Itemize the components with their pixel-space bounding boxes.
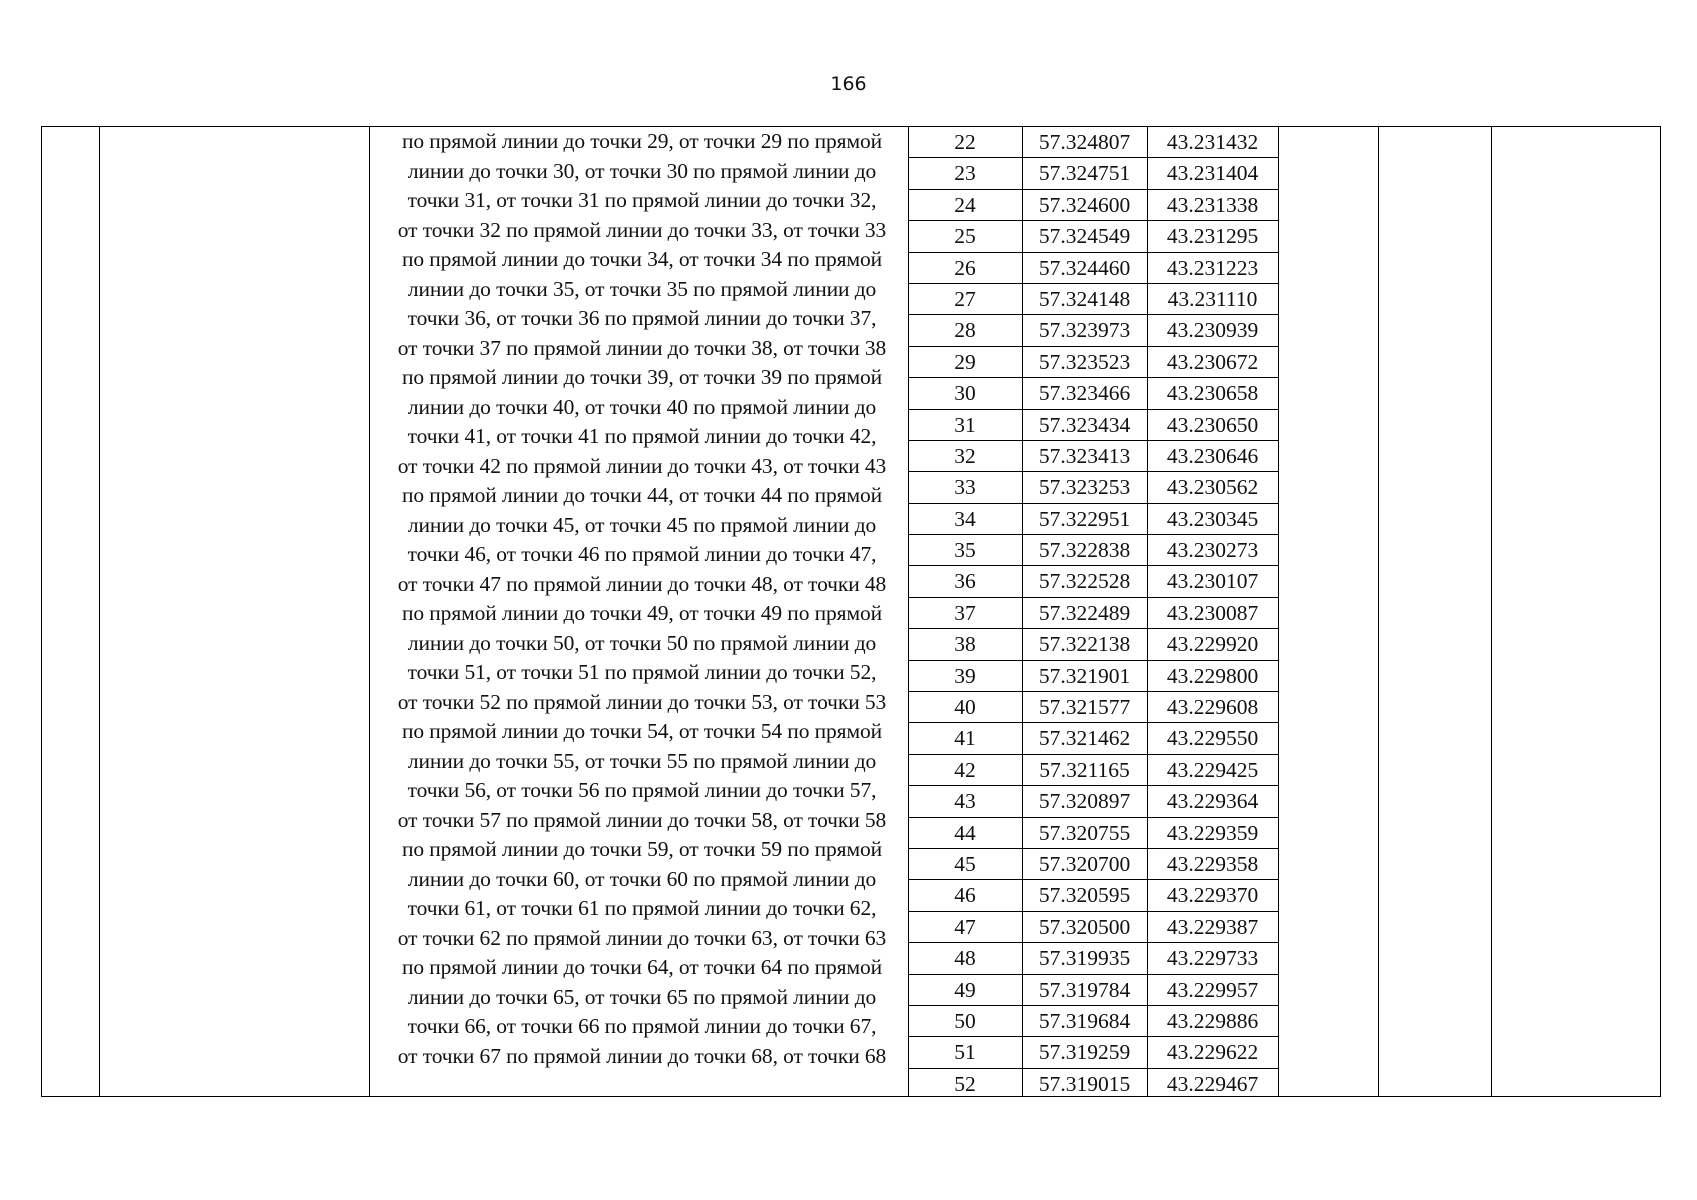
- description-line: линии до точки 60, от точки 60 по прямой линии до: [407, 866, 877, 891]
- point-number: 43: [954, 789, 976, 814]
- coordinates-table: [41, 126, 1661, 1097]
- point-number: 36: [954, 569, 976, 594]
- point-number: 42: [954, 757, 976, 782]
- table-row: [908, 221, 1278, 252]
- longitude-cell: 43.230646: [1166, 443, 1259, 468]
- longitude-cell: 43.230562: [1166, 475, 1259, 500]
- column-divider: [99, 127, 100, 1096]
- description-line: точки 61, от точки 61 по прямой линии до точки 62,: [407, 896, 877, 920]
- longitude-cell: 43.229608: [1166, 695, 1259, 720]
- longitude-cell: 43.229359: [1166, 820, 1259, 845]
- latitude-cell: 57.321165: [1039, 757, 1130, 782]
- longitude-cell: 43.229358: [1166, 851, 1259, 876]
- point-number: 49: [954, 977, 976, 1002]
- table-row: [908, 315, 1278, 346]
- latitude-cell: 57.322138: [1038, 632, 1131, 657]
- description-line: по прямой линии до точки 29, от точки 29 по прямой: [401, 129, 883, 153]
- longitude-cell: 43.229622: [1166, 1040, 1259, 1065]
- table-row: [908, 190, 1278, 221]
- point-number: 51: [954, 1040, 976, 1065]
- table-row: [908, 912, 1278, 943]
- latitude-cell: 57.322838: [1038, 538, 1131, 563]
- longitude-cell: 43.231223: [1166, 255, 1259, 280]
- latitude-cell: 57.322528: [1038, 569, 1131, 594]
- table-row: [908, 127, 1278, 158]
- latitude-cell: 57.323973: [1038, 318, 1131, 343]
- latitude-cell: 57.323466: [1038, 381, 1131, 406]
- point-number: 32: [954, 443, 976, 468]
- description-line: по прямой линии до точки 64, от точки 64 по прямой: [401, 955, 883, 979]
- table-row: [908, 441, 1278, 472]
- latitude-cell: 57.324148: [1038, 286, 1131, 311]
- latitude-cell: 57.319684: [1038, 1008, 1131, 1033]
- point-number: 41: [954, 726, 976, 751]
- longitude-cell: 43.231338: [1166, 192, 1259, 217]
- point-number: 48: [954, 946, 976, 971]
- point-number: 24: [954, 192, 976, 217]
- table-row: [908, 410, 1278, 441]
- description-line: линии до точки 65, от точки 65 по прямой линии до: [407, 984, 877, 1009]
- longitude-cell: 43.229920: [1166, 632, 1259, 657]
- description-line: точки 41, от точки 41 по прямой линии до точки 42,: [407, 424, 877, 448]
- column-divider: [1378, 127, 1379, 1096]
- description-line: по прямой линии до точки 49, от точки 49 по прямой: [401, 601, 883, 625]
- longitude-cell: 43.231110: [1167, 286, 1258, 311]
- longitude-cell: 43.229800: [1166, 663, 1259, 688]
- latitude-cell: 57.319784: [1038, 977, 1131, 1002]
- description-line: по прямой линии до точки 54, от точки 54 по прямой: [401, 719, 883, 743]
- point-number: 27: [954, 286, 976, 311]
- description-line: по прямой линии до точки 59, от точки 59 по прямой: [401, 837, 883, 861]
- table-row: [908, 504, 1278, 535]
- latitude-cell: 57.323413: [1038, 443, 1131, 468]
- latitude-cell: 57.320755: [1038, 820, 1131, 845]
- table-row: [908, 755, 1278, 786]
- latitude-cell: 57.324549: [1038, 224, 1131, 249]
- point-number: 40: [954, 695, 976, 720]
- table-row: [908, 1037, 1278, 1068]
- longitude-cell: 43.230658: [1166, 381, 1259, 406]
- point-number: 29: [954, 349, 976, 374]
- table-row: [908, 378, 1278, 409]
- latitude-cell: 57.321901: [1038, 663, 1131, 688]
- latitude-cell: 57.324600: [1038, 192, 1131, 217]
- description-line: точки 36, от точки 36 по прямой линии до точки 37,: [407, 306, 877, 330]
- table-row: [908, 818, 1278, 849]
- longitude-cell: 43.229387: [1166, 914, 1259, 939]
- description-line: от точки 42 по прямой линии до точки 43, от точки 43: [397, 453, 887, 478]
- table-row: [908, 943, 1278, 974]
- longitude-cell: 43.229957: [1166, 977, 1259, 1002]
- table-row: [908, 880, 1278, 911]
- point-number: 44: [954, 820, 976, 845]
- table-row: [908, 661, 1278, 692]
- longitude-cell: 43.231295: [1166, 224, 1259, 249]
- description-line: линии до точки 50, от точки 50 по прямой линии до: [407, 630, 877, 655]
- latitude-cell: 57.323523: [1038, 349, 1131, 374]
- longitude-cell: 43.230650: [1166, 412, 1259, 437]
- latitude-cell: 57.319015: [1038, 1071, 1131, 1096]
- latitude-cell: 57.320500: [1038, 914, 1131, 939]
- point-number: 45: [954, 851, 976, 876]
- point-number: 38: [954, 632, 976, 657]
- point-number: 33: [954, 475, 976, 500]
- point-number: 50: [954, 1008, 976, 1033]
- latitude-cell: 57.319259: [1038, 1040, 1131, 1065]
- description-line: от точки 67 по прямой линии до точки 68, от точки 68: [397, 1043, 887, 1068]
- table-row: [908, 692, 1278, 723]
- latitude-cell: 57.321577: [1038, 695, 1131, 720]
- longitude-cell: 43.229425: [1166, 757, 1259, 782]
- table-row: [908, 975, 1278, 1006]
- latitude-cell: 57.319935: [1038, 946, 1131, 971]
- description-line: от точки 62 по прямой линии до точки 63, от точки 63: [397, 925, 887, 950]
- longitude-cell: 43.229364: [1166, 789, 1259, 814]
- table-row: [908, 723, 1278, 754]
- latitude-cell: 57.320700: [1038, 851, 1131, 876]
- description-line: от точки 37 по прямой линии до точки 38, от точки 38: [397, 335, 887, 360]
- description-line: точки 46, от точки 46 по прямой линии до точки 47,: [407, 542, 877, 566]
- table-row: [908, 158, 1278, 189]
- latitude-cell: 57.324751: [1038, 161, 1131, 186]
- column-divider: [369, 127, 370, 1096]
- description-line: по прямой линии до точки 34, от точки 34 по прямой: [401, 247, 883, 271]
- page-number: 166: [830, 73, 867, 95]
- description-line: от точки 57 по прямой линии до точки 58, от точки 58: [397, 807, 887, 832]
- point-number: 34: [954, 506, 976, 531]
- point-number: 23: [954, 161, 976, 186]
- point-number: 52: [954, 1071, 976, 1096]
- description-line: линии до точки 55, от точки 55 по прямой линии до: [407, 748, 877, 773]
- latitude-cell: 57.324460: [1038, 255, 1131, 280]
- longitude-cell: 43.229370: [1166, 883, 1259, 908]
- point-number: 31: [954, 412, 976, 437]
- table-row: [908, 535, 1278, 566]
- point-number: 26: [954, 255, 976, 280]
- table-row: [908, 849, 1278, 880]
- longitude-cell: 43.230273: [1166, 538, 1259, 563]
- description-line: от точки 32 по прямой линии до точки 33, от точки 33: [397, 217, 887, 242]
- point-number: 39: [954, 663, 976, 688]
- longitude-cell: 43.231432: [1166, 130, 1259, 154]
- longitude-cell: 43.229467: [1166, 1071, 1259, 1096]
- point-number: 28: [954, 318, 976, 343]
- description-line: линии до точки 40, от точки 40 по прямой линии до: [407, 394, 877, 419]
- point-rows: [908, 127, 1278, 1100]
- latitude-cell: 57.322951: [1038, 506, 1131, 531]
- description-line: линии до точки 30, от точки 30 по прямой линии до: [407, 158, 877, 183]
- longitude-cell: 43.229733: [1166, 946, 1259, 971]
- description-line: по прямой линии до точки 39, от точки 39 по прямой: [401, 365, 883, 389]
- description-line: точки 51, от точки 51 по прямой линии до точки 52,: [407, 660, 877, 684]
- latitude-cell: 57.320595: [1038, 883, 1131, 908]
- latitude-cell: 57.323434: [1038, 412, 1131, 437]
- table-row: [908, 1069, 1278, 1100]
- longitude-cell: 43.230107: [1166, 569, 1259, 594]
- point-number: 30: [954, 381, 976, 406]
- description-line: по прямой линии до точки 44, от точки 44 по прямой: [401, 483, 883, 507]
- table-row: [908, 1006, 1278, 1037]
- table-row: [908, 347, 1278, 378]
- point-number: 22: [954, 130, 976, 154]
- description-line: точки 66, от точки 66 по прямой линии до точки 67,: [407, 1014, 877, 1038]
- latitude-cell: 57.323253: [1038, 475, 1131, 500]
- table-row: [908, 253, 1278, 284]
- table-row: [908, 566, 1278, 597]
- description-line: точки 31, от точки 31 по прямой линии до точки 32,: [407, 188, 877, 212]
- longitude-cell: 43.231404: [1166, 161, 1259, 186]
- point-number: 47: [954, 914, 976, 939]
- column-divider: [1278, 127, 1279, 1096]
- latitude-cell: 57.324807: [1038, 130, 1131, 154]
- longitude-cell: 43.230345: [1166, 506, 1259, 531]
- longitude-cell: 43.230087: [1166, 600, 1259, 625]
- longitude-cell: 43.229550: [1166, 726, 1259, 751]
- latitude-cell: 57.321462: [1038, 726, 1131, 751]
- latitude-cell: 57.320897: [1038, 789, 1131, 814]
- table-row: [908, 472, 1278, 503]
- description-line: от точки 47 по прямой линии до точки 48, от точки 48: [397, 571, 887, 596]
- longitude-cell: 43.230672: [1166, 349, 1259, 374]
- boundary-description: [372, 127, 912, 1071]
- point-number: 46: [954, 883, 976, 908]
- table-row: [908, 786, 1278, 817]
- column-divider: [1491, 127, 1492, 1096]
- point-number: 25: [954, 224, 976, 249]
- table-row: [908, 284, 1278, 315]
- latitude-cell: 57.322489: [1038, 600, 1131, 625]
- longitude-cell: 43.229886: [1166, 1008, 1259, 1033]
- description-line: от точки 52 по прямой линии до точки 53, от точки 53: [397, 689, 887, 714]
- point-number: 35: [954, 538, 976, 563]
- point-number: 37: [954, 600, 976, 625]
- description-line: точки 56, от точки 56 по прямой линии до точки 57,: [407, 778, 877, 802]
- table-row: [908, 629, 1278, 660]
- longitude-cell: 43.230939: [1166, 318, 1259, 343]
- description-line: линии до точки 45, от точки 45 по прямой линии до: [407, 512, 877, 537]
- description-line: линии до точки 35, от точки 35 по прямой линии до: [407, 276, 877, 301]
- table-row: [908, 598, 1278, 629]
